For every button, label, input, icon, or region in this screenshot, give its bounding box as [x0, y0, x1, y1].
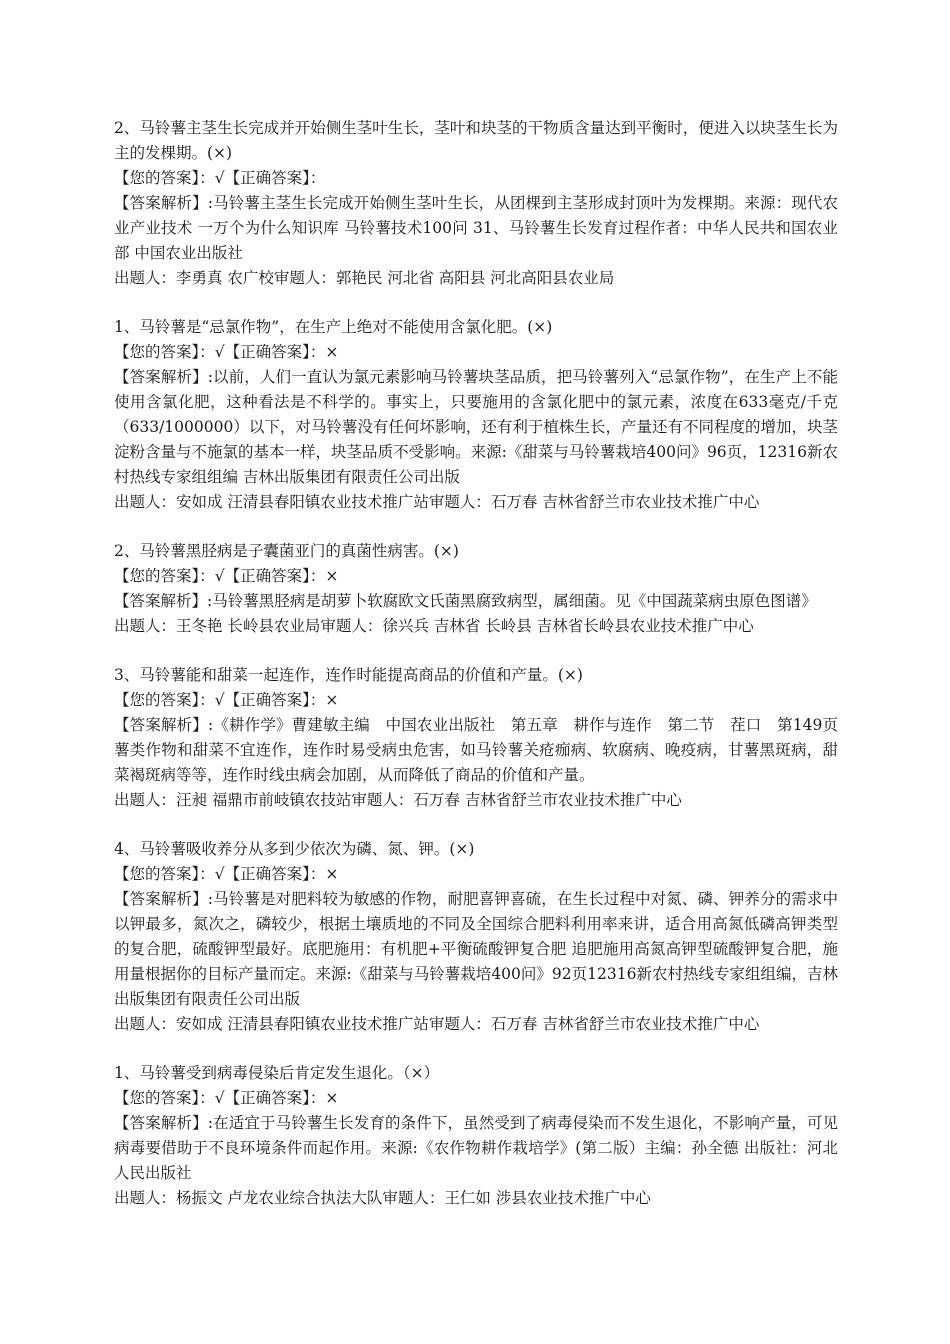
- analysis-text: 【答案解析】:马铃薯是对肥料较为敏感的作物，耐肥喜钾喜硫，在生长过程中对氮、磷、钾养分的需求中以钾最多，氮次之，磷较少，根据土壤质地的不同及全国综合肥料利用率来讲，适合用高氮低磷高钾类型的复合肥，硫酸钾型最好。底肥施用：有机肥+平衡硫酸钾复合肥 追肥施用高氮高钾型硫酸钾复合肥，施用量根据你的目标产量而定。来源:《甜菜与马铃薯栽培400问》92页12316新农村热线专家组组编，吉林出版集团有限责任公司出版: [114, 890, 838, 1008]
- author-line: 出题人：安如成 汪清县春阳镇农业技术推广站审题人：石万春 吉林省舒兰市农业技术推广中心: [114, 1015, 760, 1033]
- answer-line: 【您的答案】：√【正确答案】：×: [114, 343, 339, 361]
- question-text: 2、马铃薯黑胫病是子囊菌亚门的真菌性病害。(×): [114, 542, 459, 560]
- answer-line: 【您的答案】：√【正确答案】：×: [114, 567, 339, 585]
- author-line: 出题人：汪昶 福鼎市前岐镇农技站审题人：石万春 吉林省舒兰市农业技术推广中心: [114, 791, 682, 809]
- answer-line: 【您的答案】：√【正确答案】：×: [114, 865, 339, 883]
- answer-line: 【您的答案】：√【正确答案】：×: [114, 691, 339, 709]
- question-block-1: [114, 116, 838, 291]
- author-line: 出题人：王冬艳 长岭县农业局审题人：徐兴兵 吉林省 长岭县 吉林省长岭县农业技术推广中心: [114, 617, 754, 635]
- analysis-text: 【答案解析】:以前，人们一直认为氯元素影响马铃薯块茎品质，把马铃薯列入“忌氯作物”，在生产上不能使用含氯化肥，这种看法是不科学的。事实上，只要施用的含氯化肥中的氯元素，浓度在633毫克/千克（633/1000000）以下，对马铃薯没有任何坏影响，还有利于植株生长，产量还有不同程度的增加，块茎淀粉含量与不施氯的基本一样，块茎品质不受影响。来源:《甜菜与马铃薯栽培400问》96页，12316新农村热线专家组组编 吉林出版集团有限责任公司出版: [114, 368, 838, 486]
- author-line: 出题人：杨振文 卢龙农业综合执法大队审题人：王仁如 涉县农业技术推广中心: [114, 1189, 651, 1207]
- question-text: 1、马铃薯受到病毒侵染后肯定发生退化。（×）: [114, 1064, 440, 1082]
- answer-line: 【您的答案】：√【正确答案】：×: [114, 1089, 339, 1107]
- question-text: 2、马铃薯主茎生长完成并开始侧生茎叶生长，茎叶和块茎的干物质含量达到平衡时，便进入以块茎生长为主的发棵期。(×): [114, 119, 838, 162]
- analysis-text: 【答案解析】:马铃薯主茎生长完成开始侧生茎叶生长，从团棵到主茎形成封顶叶为发棵期。来源：现代农业产业技术 一万个为什么知识库 马铃薯技术100问 31、马铃薯生长发育过程作者：中华人民共和国农业部 中国农业出版社: [114, 194, 838, 262]
- question-text: 4、马铃薯吸收养分从多到少依次为磷、氮、钾。(×): [114, 840, 475, 858]
- analysis-text: 【答案解析】:《耕作学》曹建敏主编 中国农业出版社 第五章 耕作与连作 第二节 茬口 第149页 薯类作物和甜菜不宜连作，连作时易受病虫危害，如马铃薯关疮痂病、软腐病、晚疫病，甘薯黑斑病，甜菜褐斑病等等，连作时线虫病会加剧，从而降低了商品的价值和产量。: [114, 716, 854, 784]
- question-block-4: [114, 663, 854, 813]
- document-page: [114, 116, 854, 1235]
- analysis-text: 【答案解析】:在适宜于马铃薯生长发育的条件下，虽然受到了病毒侵染而不发生退化，不影响产量，可见病毒要借助于不良环境条件而起作用。来源:《农作物耕作栽培学》(第二版）主编：孙全德 出版社：河北人民出版社: [114, 1114, 838, 1182]
- question-block-2: [114, 315, 838, 515]
- analysis-text: 【答案解析】:马铃薯黑胫病是胡萝卜软腐欧文氏菌黑腐致病型，属细菌。见《中国蔬菜病虫原色图谱》: [114, 592, 817, 610]
- question-text: 1、马铃薯是“忌氯作物”，在生产上绝对不能使用含氯化肥。(×): [114, 318, 553, 336]
- answer-line: 【您的答案】：√【正确答案】：: [114, 169, 326, 187]
- question-block-3: [114, 539, 838, 639]
- question-block-5: [114, 837, 838, 1037]
- author-line: 出题人：李勇真 农广校审题人：郭艳民 河北省 高阳县 河北高阳县农业局: [114, 269, 615, 287]
- author-line: 出题人：安如成 汪清县春阳镇农业技术推广站审题人：石万春 吉林省舒兰市农业技术推广中心: [114, 493, 760, 511]
- question-text: 3、马铃薯能和甜菜一起连作，连作时能提高商品的价值和产量。(×): [114, 666, 583, 684]
- question-block-6: [114, 1061, 838, 1211]
